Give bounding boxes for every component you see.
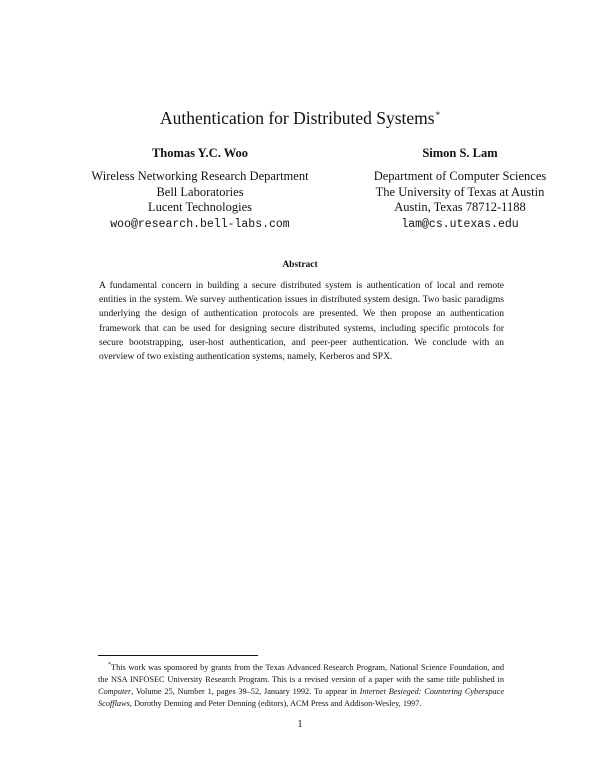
footnote-book: Internet Besieged: Countering Cyberspace Scofflaws bbox=[98, 687, 504, 708]
abstract-text: A fundamental concern in building a secure distributed system is authentication of local and remote entities in the system. We survey authentication issues in distributed system design. Two basic paradigms underlying the design of authentication protocols are presented. We then propose an authentication framework that can be used for designing secure distributed systems, including specific protocols for secure bootstrapping, user-host authentication, and peer-peer authentication. We conclude with an overview of two existing authentication systems, namely, Kerberos and SPX. bbox=[99, 281, 504, 363]
author-email: woo@research.bell-labs.com bbox=[110, 217, 290, 231]
author-affiliation-line: Department of Computer Sciences bbox=[373, 169, 547, 183]
author-name: Thomas Y.C. Woo bbox=[151, 146, 249, 160]
footnote-text-3: , Dorothy Denning and Peter Denning (editors), ACM Press and Addison-Wesley, 1997. bbox=[129, 699, 422, 708]
footnote bbox=[98, 659, 504, 710]
author-email: lam@cs.utexas.edu bbox=[401, 217, 519, 231]
author-block-2 bbox=[310, 145, 600, 233]
footnote-mark: * bbox=[108, 662, 111, 668]
author-affiliation-line: Lucent Technologies bbox=[147, 200, 253, 214]
author-name: Simon S. Lam bbox=[422, 146, 498, 160]
footnote-text-2: , Volume 25, Number 1, pages 39–52, January 1992. To appear in bbox=[131, 687, 360, 696]
abstract-heading: Abstract bbox=[282, 260, 318, 270]
author-affiliation-line: Austin, Texas 78712-1188 bbox=[394, 200, 526, 214]
title-text: Authentication for Distributed Systems bbox=[159, 108, 435, 128]
author-affiliation-line: Bell Laboratories bbox=[156, 184, 244, 199]
page-number: 1 bbox=[297, 719, 303, 730]
title-footnote-mark: * bbox=[435, 110, 441, 120]
footnote-journal: Computer bbox=[98, 687, 132, 696]
footnote-text-1: This work was sponsored by grants from the Texas Advanced Research Program, National Science Foundation, and the NSA INFOSEC University Research Program. This is a revised version of a paper with the same title published in bbox=[98, 663, 504, 684]
paper-title bbox=[0, 108, 600, 129]
footnote-rule bbox=[98, 655, 258, 656]
author-affiliation-line: The University of Texas at Austin bbox=[375, 184, 545, 199]
author-affiliation-line: Wireless Networking Research Department bbox=[91, 169, 309, 183]
author-block-1 bbox=[50, 145, 350, 233]
